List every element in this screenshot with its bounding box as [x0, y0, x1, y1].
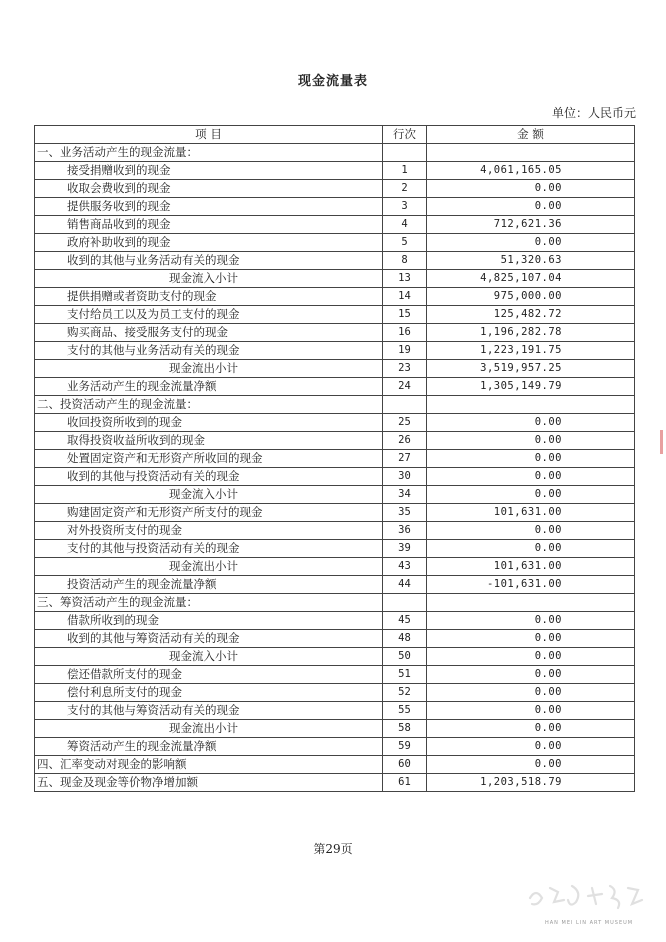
- row-item: 偿还借款所支付的现金: [35, 666, 383, 684]
- table-row: [35, 144, 635, 162]
- table-row: [35, 630, 635, 648]
- page-number: 第29页: [313, 842, 353, 856]
- row-amount: 0.00: [427, 486, 635, 504]
- row-item: 购买商品、接受服务支付的现金: [35, 324, 383, 342]
- row-item: 提供服务收到的现金: [35, 198, 383, 216]
- table-row: [35, 198, 635, 216]
- row-line-number: 15: [383, 306, 427, 324]
- row-item: 现金流入小计: [35, 486, 383, 504]
- row-amount: 3,519,957.25: [427, 360, 635, 378]
- row-item: 收回投资所收到的现金: [35, 414, 383, 432]
- row-line-number: 16: [383, 324, 427, 342]
- table-header-row: [35, 126, 635, 144]
- table-row: [35, 360, 635, 378]
- row-item: 接受捐赠收到的现金: [35, 162, 383, 180]
- row-item: 提供捐赠或者资助支付的现金: [35, 288, 383, 306]
- table-row: [35, 414, 635, 432]
- row-amount: 0.00: [427, 738, 635, 756]
- row-amount: 0.00: [427, 180, 635, 198]
- row-item: 现金流出小计: [35, 360, 383, 378]
- row-line-number: 50: [383, 648, 427, 666]
- row-amount: 0.00: [427, 702, 635, 720]
- cash-flow-table: [34, 125, 635, 792]
- row-line-number: 4: [383, 216, 427, 234]
- table-row: [35, 324, 635, 342]
- table-row: [35, 648, 635, 666]
- table-row: [35, 738, 635, 756]
- table-row: [35, 162, 635, 180]
- table-row: [35, 216, 635, 234]
- row-line-number: 2: [383, 180, 427, 198]
- currency-unit: 单位：人民币元: [551, 106, 636, 120]
- row-line-number: 1: [383, 162, 427, 180]
- row-item: 二、投资活动产生的现金流量：: [35, 396, 383, 414]
- table-row: [35, 720, 635, 738]
- row-line-number: 51: [383, 666, 427, 684]
- row-item: 支付给员工以及为员工支付的现金: [35, 306, 383, 324]
- row-line-number: 61: [383, 774, 427, 792]
- row-line-number: 45: [383, 612, 427, 630]
- row-item: 五、现金及现金等价物净增加额: [35, 774, 383, 792]
- row-line-number: [383, 144, 427, 162]
- museum-watermark-text: HAN MEI LIN ART MUSEUM: [545, 920, 634, 926]
- row-amount: 0.00: [427, 468, 635, 486]
- row-line-number: 59: [383, 738, 427, 756]
- row-amount: -101,631.00: [427, 576, 635, 594]
- row-amount: 0.00: [427, 198, 635, 216]
- table-row: [35, 396, 635, 414]
- row-amount: 0.00: [427, 234, 635, 252]
- row-amount: 51,320.63: [427, 252, 635, 270]
- table-row: [35, 252, 635, 270]
- row-line-number: 27: [383, 450, 427, 468]
- row-line-number: 43: [383, 558, 427, 576]
- row-item: 现金流入小计: [35, 648, 383, 666]
- row-item: 收到的其他与筹资活动有关的现金: [35, 630, 383, 648]
- row-amount: [427, 396, 635, 414]
- row-amount: 0.00: [427, 648, 635, 666]
- row-item: 支付的其他与投资活动有关的现金: [35, 540, 383, 558]
- row-line-number: 24: [383, 378, 427, 396]
- row-amount: 0.00: [427, 720, 635, 738]
- table-body: [35, 144, 635, 792]
- row-amount: 101,631.00: [427, 504, 635, 522]
- row-amount: 0.00: [427, 612, 635, 630]
- row-line-number: 36: [383, 522, 427, 540]
- row-amount: 975,000.00: [427, 288, 635, 306]
- row-item: 收到的其他与业务活动有关的现金: [35, 252, 383, 270]
- row-item: 三、筹资活动产生的现金流量：: [35, 594, 383, 612]
- row-amount: 4,825,107.04: [427, 270, 635, 288]
- table-row: [35, 234, 635, 252]
- row-item: 收到的其他与投资活动有关的现金: [35, 468, 383, 486]
- table-row: [35, 378, 635, 396]
- row-line-number: [383, 396, 427, 414]
- row-line-number: 34: [383, 486, 427, 504]
- table-row: [35, 594, 635, 612]
- table-row: [35, 450, 635, 468]
- table-row: [35, 270, 635, 288]
- header-amount: 金 额: [427, 126, 635, 144]
- table-row: [35, 576, 635, 594]
- row-amount: 0.00: [427, 450, 635, 468]
- table-row: [35, 288, 635, 306]
- row-amount: 125,482.72: [427, 306, 635, 324]
- row-amount: 1,223,191.75: [427, 342, 635, 360]
- table-row: [35, 540, 635, 558]
- row-item: 现金流出小计: [35, 558, 383, 576]
- row-line-number: 44: [383, 576, 427, 594]
- row-line-number: 39: [383, 540, 427, 558]
- table-row: [35, 684, 635, 702]
- row-item: 借款所收到的现金: [35, 612, 383, 630]
- row-amount: 0.00: [427, 432, 635, 450]
- edge-mark: [660, 430, 663, 454]
- table-row: [35, 558, 635, 576]
- row-amount: 1,203,518.79: [427, 774, 635, 792]
- row-item: 收取会费收到的现金: [35, 180, 383, 198]
- row-item: 销售商品收到的现金: [35, 216, 383, 234]
- table-row: [35, 486, 635, 504]
- table-row: [35, 342, 635, 360]
- row-amount: 0.00: [427, 630, 635, 648]
- row-line-number: 8: [383, 252, 427, 270]
- row-item: 投资活动产生的现金流量净额: [35, 576, 383, 594]
- row-item: 一、业务活动产生的现金流量：: [35, 144, 383, 162]
- row-line-number: 55: [383, 702, 427, 720]
- page-title: 现金流量表: [297, 74, 368, 89]
- museum-logo-watermark: [510, 858, 660, 938]
- table-row: [35, 504, 635, 522]
- row-line-number: 30: [383, 468, 427, 486]
- row-line-number: 13: [383, 270, 427, 288]
- table-row: [35, 666, 635, 684]
- row-line-number: 25: [383, 414, 427, 432]
- row-item: 四、汇率变动对现金的影响额: [35, 756, 383, 774]
- row-line-number: 14: [383, 288, 427, 306]
- row-amount: 101,631.00: [427, 558, 635, 576]
- row-item: 现金流入小计: [35, 270, 383, 288]
- row-amount: 712,621.36: [427, 216, 635, 234]
- row-amount: 0.00: [427, 666, 635, 684]
- table-row: [35, 468, 635, 486]
- row-line-number: 35: [383, 504, 427, 522]
- header-item: 项 目: [35, 126, 383, 144]
- row-line-number: 52: [383, 684, 427, 702]
- row-item: 现金流出小计: [35, 720, 383, 738]
- row-item: 支付的其他与业务活动有关的现金: [35, 342, 383, 360]
- row-item: 购建固定资产和无形资产所支付的现金: [35, 504, 383, 522]
- row-amount: 0.00: [427, 540, 635, 558]
- row-item: 取得投资收益所收到的现金: [35, 432, 383, 450]
- row-amount: [427, 594, 635, 612]
- row-amount: 0.00: [427, 522, 635, 540]
- row-line-number: 19: [383, 342, 427, 360]
- row-line-number: 5: [383, 234, 427, 252]
- row-amount: 0.00: [427, 756, 635, 774]
- table-row: [35, 522, 635, 540]
- row-line-number: 3: [383, 198, 427, 216]
- row-item: 偿付利息所支付的现金: [35, 684, 383, 702]
- row-line-number: 60: [383, 756, 427, 774]
- table-row: [35, 774, 635, 792]
- row-amount: 1,196,282.78: [427, 324, 635, 342]
- table-row: [35, 432, 635, 450]
- row-amount: 4,061,165.05: [427, 162, 635, 180]
- row-item: 处置固定资产和无形资产所收回的现金: [35, 450, 383, 468]
- row-item: 筹资活动产生的现金流量净额: [35, 738, 383, 756]
- row-line-number: 23: [383, 360, 427, 378]
- table-row: [35, 702, 635, 720]
- table-row: [35, 756, 635, 774]
- row-item: 政府补助收到的现金: [35, 234, 383, 252]
- table-row: [35, 180, 635, 198]
- row-item: 支付的其他与筹资活动有关的现金: [35, 702, 383, 720]
- row-item: 对外投资所支付的现金: [35, 522, 383, 540]
- row-item: 业务活动产生的现金流量净额: [35, 378, 383, 396]
- row-line-number: 26: [383, 432, 427, 450]
- row-amount: [427, 144, 635, 162]
- row-amount: 0.00: [427, 414, 635, 432]
- row-line-number: [383, 594, 427, 612]
- header-line: 行次: [383, 126, 427, 144]
- row-line-number: 48: [383, 630, 427, 648]
- row-amount: 0.00: [427, 684, 635, 702]
- row-amount: 1,305,149.79: [427, 378, 635, 396]
- table-row: [35, 306, 635, 324]
- row-line-number: 58: [383, 720, 427, 738]
- table-row: [35, 612, 635, 630]
